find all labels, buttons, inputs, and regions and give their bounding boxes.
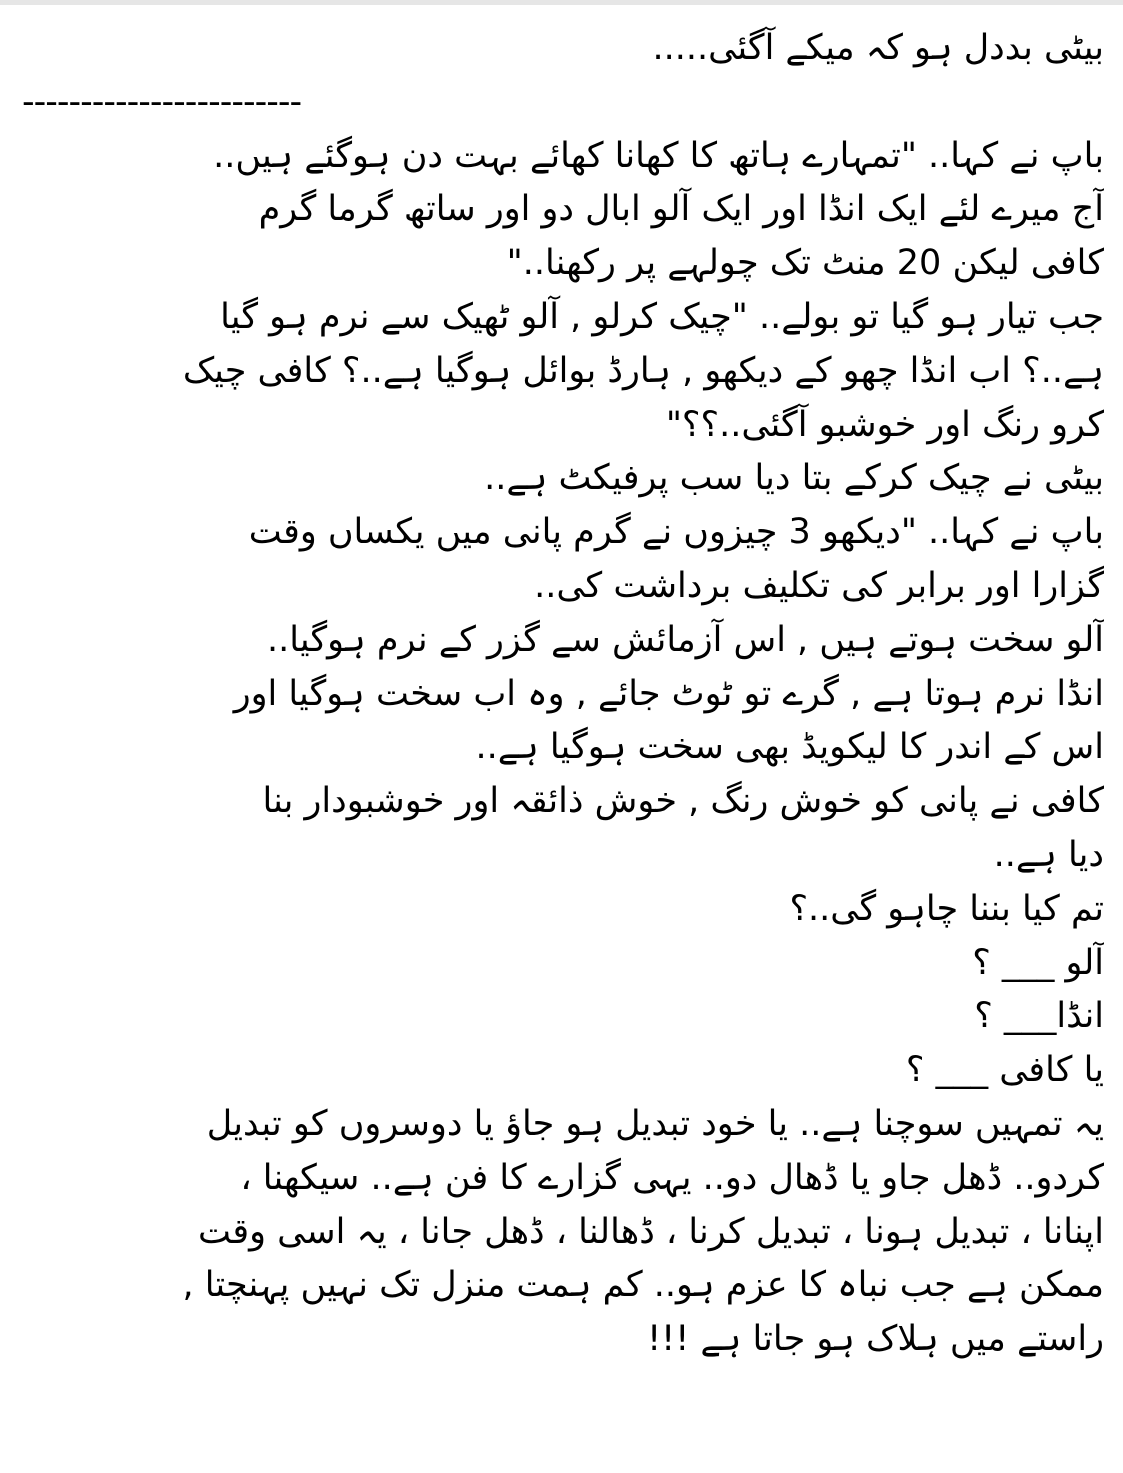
text-line: کرو رنگ اور خوشبو آگئی..؟؟"	[665, 404, 1104, 445]
option-coffee: یا کافی ___ ؟	[905, 1050, 1104, 1091]
text-line: گزارا اور برابر کی تکلیف برداشت کی..	[534, 565, 1104, 606]
option-egg: انڈا___ ؟	[974, 996, 1104, 1037]
text-line: اس کے اندر کا لیکویڈ بھی سخت ہوگیا ہے..	[475, 727, 1104, 768]
title-line: بیٹی بددل ہو کہ میکے آگئی.....	[652, 28, 1104, 68]
text-line: باپ نے کہا.. "تمہارے ہاتھ کا کھانا کھائے بہت دن ہوگئے ہیں..	[213, 135, 1104, 176]
text-line: یہ تمہیں سوچنا ہے.. یا خود تبدیل ہو جاؤ یا دوسروں کو تبدیل	[206, 1103, 1104, 1144]
text-line: آج میرے لئے ایک انڈا اور ایک آلو ابال دو اور ساتھ گرما گرم	[258, 189, 1104, 230]
question-line: تم کیا بننا چاہو گی..؟	[789, 888, 1104, 929]
text-line: ممکن ہے جب نباہ کا عزم ہو.. کم ہمت منزل تک نہیں پہنچتا ,	[182, 1265, 1104, 1306]
text-line: راستے میں ہلاک ہو جاتا ہے !!!	[647, 1319, 1104, 1360]
dash-divider: ------------------------	[22, 81, 302, 122]
text-line: انڈا نرم ہوتا ہے , گرے تو ٹوٹ جائے , وہ اب سخت ہوگیا اور	[233, 673, 1104, 714]
text-line: آلو سخت ہوتے ہیں , اس آزمائش سے گزر کے نرم ہوگیا..	[267, 619, 1104, 660]
text-line: جب تیار ہو گیا تو بولے.. "چیک کرلو , آلو ٹھیک سے نرم ہو گیا	[220, 296, 1104, 337]
top-border	[0, 0, 1123, 5]
text-line: کافی نے پانی کو خوش رنگ , خوش ذائقہ اور خوشبودار بنا	[262, 781, 1104, 822]
option-potato: آلو ___ ؟	[972, 942, 1104, 983]
text-line: کردو.. ڈھل جاو یا ڈھال دو.. یہی گزارے کا فن ہے.. سیکھنا ،	[240, 1157, 1104, 1198]
text-line: باپ نے کہا.. "دیکھو 3 چیزوں نے گرم پانی میں یکساں وقت	[248, 512, 1104, 553]
text-line: بیٹی نے چیک کرکے بتا دیا سب پرفیکٹ ہے..	[484, 458, 1104, 499]
text-line: ہے..؟ اب انڈا چھو کے دیکھو , ہارڈ بوائل ہوگیا ہے..؟ کافی چیک	[182, 350, 1104, 391]
text-line: کافی لیکن 20 منٹ تک چولہے پر رکھنا.."	[506, 243, 1104, 284]
text-line: اپنانا ، تبدیل ہونا ، تبدیل کرنا ، ڈھالنا ، ڈھل جانا ، یہ اسی وقت	[197, 1211, 1104, 1252]
text-line: دیا ہے..	[993, 834, 1104, 875]
urdu-text-document	[22, 22, 1104, 1467]
